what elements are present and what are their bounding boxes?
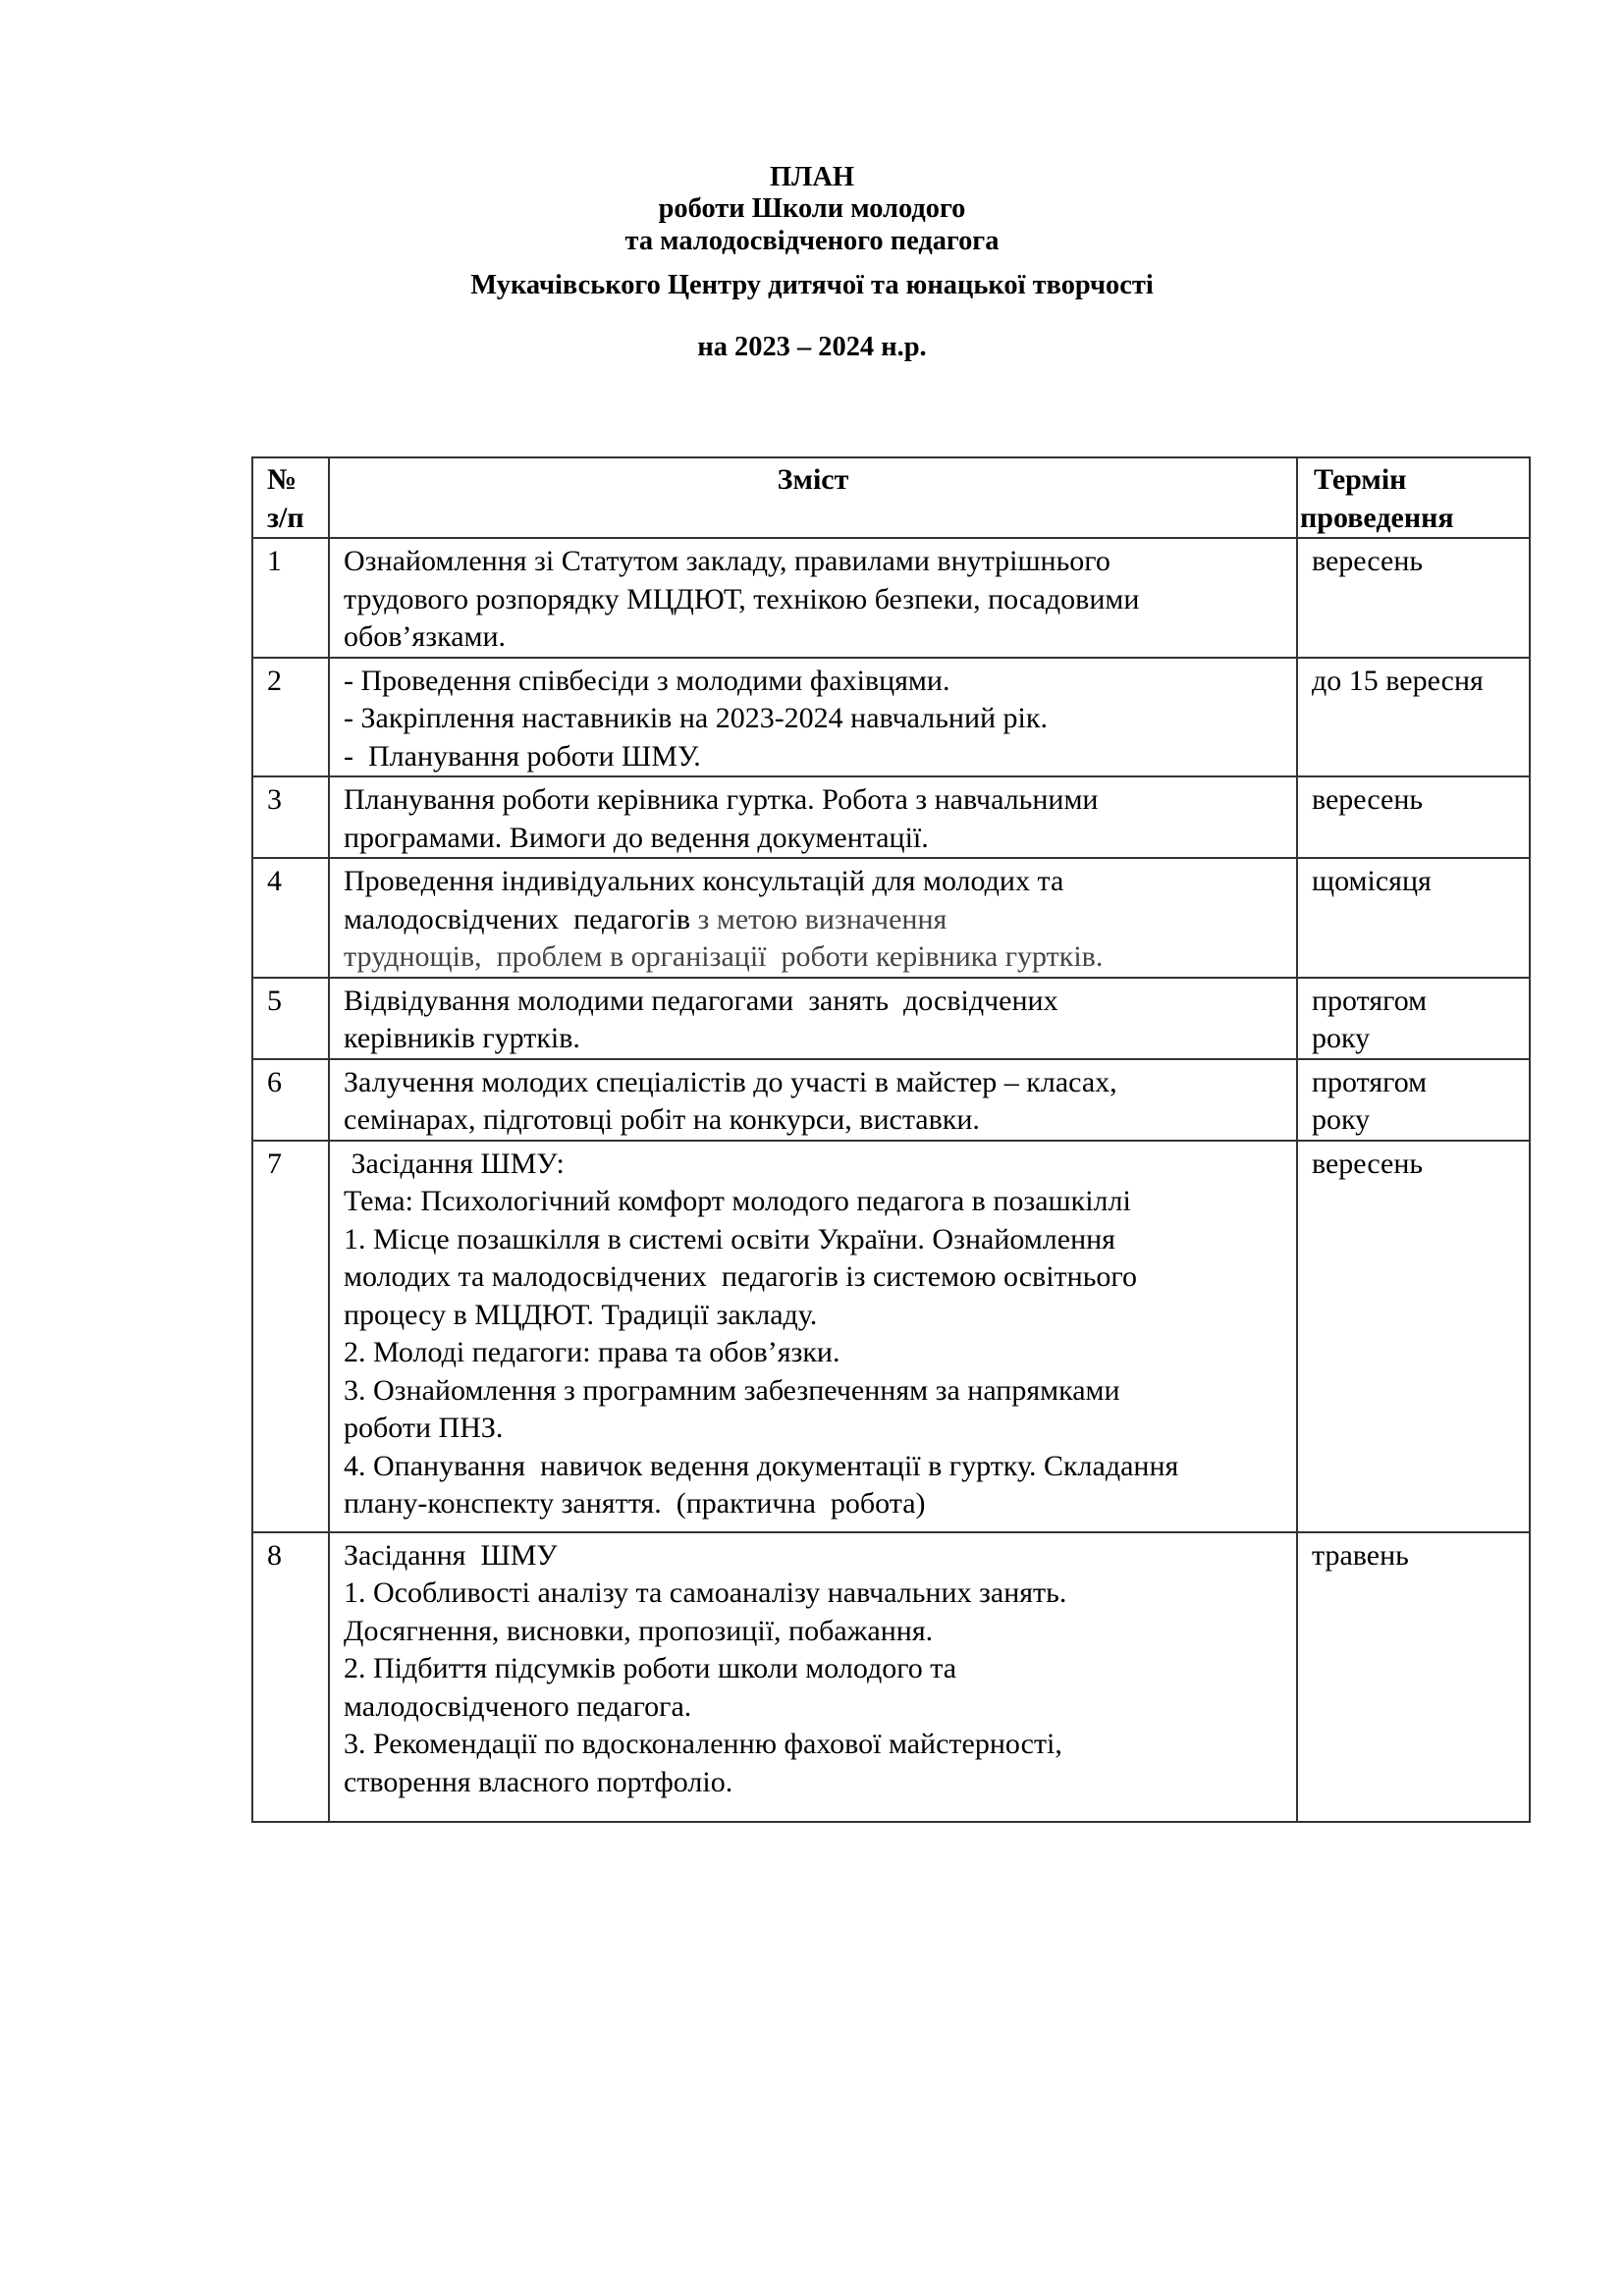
content-line: програмами. Вимоги до ведення документації. — [344, 821, 929, 854]
row-content-cell — [329, 538, 1297, 658]
content-line: процесу в МЦДЮТ. Традиції закладу. — [344, 1298, 818, 1331]
term-line: вересень — [1312, 1147, 1424, 1180]
title-institution: Мукачівського Центру дитячої та юнацької творчості — [470, 269, 1154, 300]
row-number-cell — [252, 1059, 329, 1141]
row-number: 3 — [267, 783, 282, 816]
content-line-secondary: труднощів, проблем в організації роботи керівника гуртків. — [344, 940, 1104, 973]
row-number: 5 — [267, 984, 282, 1017]
row-term-cell — [1297, 1059, 1530, 1141]
row-number-cell — [252, 1532, 329, 1822]
term-line: року — [1312, 1022, 1371, 1054]
header-number-line: з/п — [267, 501, 304, 534]
content-line — [344, 901, 1290, 939]
header-number-line: № — [267, 463, 298, 496]
content-line: 2. Підбиття підсумків роботи школи молодого та — [344, 1652, 957, 1684]
table-row — [252, 858, 1530, 978]
row-number-cell — [252, 658, 329, 777]
row-content-cell — [329, 1141, 1297, 1532]
table-row — [252, 658, 1530, 777]
content-line: молодих та малодосвідчених педагогів із системою освітнього — [344, 1260, 1137, 1293]
row-number: 8 — [267, 1538, 282, 1572]
content-line: - Закріплення наставників на 2023-2024 навчальний рік. — [344, 702, 1048, 734]
row-number: 1 — [267, 545, 282, 577]
title-subtitle-line-2: та малодосвідченого педагога — [624, 225, 1000, 256]
row-number: 6 — [267, 1065, 282, 1098]
term-line: протягом — [1312, 1065, 1428, 1098]
content-line: керівників гуртків. — [344, 1022, 580, 1054]
header-number — [252, 457, 329, 538]
term-line: року — [1312, 1103, 1371, 1136]
content-line: 1. Місце позашкілля в системі освіти України. Ознайомлення — [344, 1222, 1115, 1255]
row-term-cell — [1297, 1141, 1530, 1532]
row-term-cell — [1297, 658, 1530, 777]
content-line: малодосвідченого педагога. — [344, 1689, 692, 1723]
row-content-cell — [329, 978, 1297, 1059]
content-line: Відвідування молодими педагогами занять досвідчених — [344, 984, 1058, 1017]
term-line: травень — [1312, 1538, 1409, 1572]
header-term-line: Термін — [1314, 463, 1407, 496]
title-subtitle-line-1: роботи Школи молодого — [658, 192, 966, 224]
plan-table — [251, 456, 1531, 1823]
content-line: обов’язками. — [344, 620, 507, 653]
term-line: до 15 вересня — [1312, 664, 1484, 697]
content-line: плану-конспекту заняття. (практична робота) — [344, 1487, 926, 1520]
row-number-cell — [252, 978, 329, 1059]
content-line: 4. Опанування навичок ведення документації в гуртку. Складання — [344, 1449, 1179, 1482]
table-row — [252, 1141, 1530, 1532]
content-line: Проведення індивідуальних консультацій для молодих та — [344, 865, 1064, 897]
row-content-cell — [329, 1532, 1297, 1822]
content-line: Тема: Психологічний комфорт молодого педагога в позашкіллі — [344, 1185, 1131, 1217]
content-line: Планування роботи керівника гуртка. Робота з навчальними — [344, 783, 1099, 816]
table-row — [252, 1532, 1530, 1822]
title-plan: ПЛАН — [770, 161, 854, 192]
content-line: Залучення молодих спеціалістів до участі в майстер – класах, — [344, 1065, 1117, 1098]
content-line: - Проведення співбесіди з молодими фахівцями. — [344, 664, 950, 697]
row-term-cell — [1297, 1532, 1530, 1822]
header-term — [1297, 457, 1530, 538]
header-term-line: проведення — [1300, 501, 1454, 534]
row-number-cell — [252, 858, 329, 978]
content-line: Засідання ШМУ — [344, 1538, 558, 1572]
content-segment: малодосвідчених педагогів — [344, 902, 690, 935]
content-line: 1. Особливості аналізу та самоаналізу навчальних занять. — [344, 1576, 1067, 1609]
title-period: на 2023 – 2024 н.р. — [697, 331, 927, 362]
content-line: 3. Ознайомлення з програмним забезпеченням за напрямками — [344, 1373, 1120, 1407]
row-number: 4 — [267, 865, 282, 897]
row-number-cell — [252, 1141, 329, 1532]
table-row — [252, 978, 1530, 1059]
term-line: вересень — [1312, 545, 1424, 577]
content-line: Ознайомлення зі Статутом закладу, правилами внутрішнього — [344, 545, 1110, 577]
row-number-cell — [252, 538, 329, 658]
row-content-cell — [329, 1059, 1297, 1141]
row-content-cell — [329, 776, 1297, 858]
content-line: трудового розпорядку МЦДЮТ, технікою безпеки, посадовими — [344, 582, 1140, 615]
header-content-label: Зміст — [777, 463, 849, 496]
row-term-cell — [1297, 776, 1530, 858]
content-line: Засідання ШМУ: — [344, 1147, 565, 1180]
content-line: 3. Рекомендації по вдосконаленню фахової майстерності, — [344, 1728, 1062, 1760]
content-line: роботи ПНЗ. — [344, 1412, 504, 1444]
row-content-cell — [329, 858, 1297, 978]
content-line: 2. Молоді педагоги: права та обов’язки. — [344, 1336, 840, 1368]
content-line: - Планування роботи ШМУ. — [344, 739, 701, 773]
row-content-cell — [329, 658, 1297, 777]
row-number: 2 — [267, 664, 282, 697]
content-segment-secondary: з метою визначення — [689, 902, 947, 935]
row-term-cell — [1297, 858, 1530, 978]
content-line: створення власного портфоліо. — [344, 1765, 733, 1798]
term-line: вересень — [1312, 783, 1424, 816]
row-term-cell — [1297, 978, 1530, 1059]
table-row — [252, 1059, 1530, 1141]
header-content — [329, 457, 1297, 538]
content-line: Досягнення, висновки, пропозиції, побажання. — [344, 1614, 934, 1647]
row-number-cell — [252, 776, 329, 858]
term-line: щомісяця — [1312, 865, 1432, 897]
term-line: протягом — [1312, 984, 1428, 1017]
table-row — [252, 538, 1530, 658]
table-header-row — [252, 457, 1530, 538]
table-row — [252, 776, 1530, 858]
row-number: 7 — [267, 1147, 282, 1180]
row-term-cell — [1297, 538, 1530, 658]
content-line: семінарах, підготовці робіт на конкурси, виставки. — [344, 1103, 980, 1136]
